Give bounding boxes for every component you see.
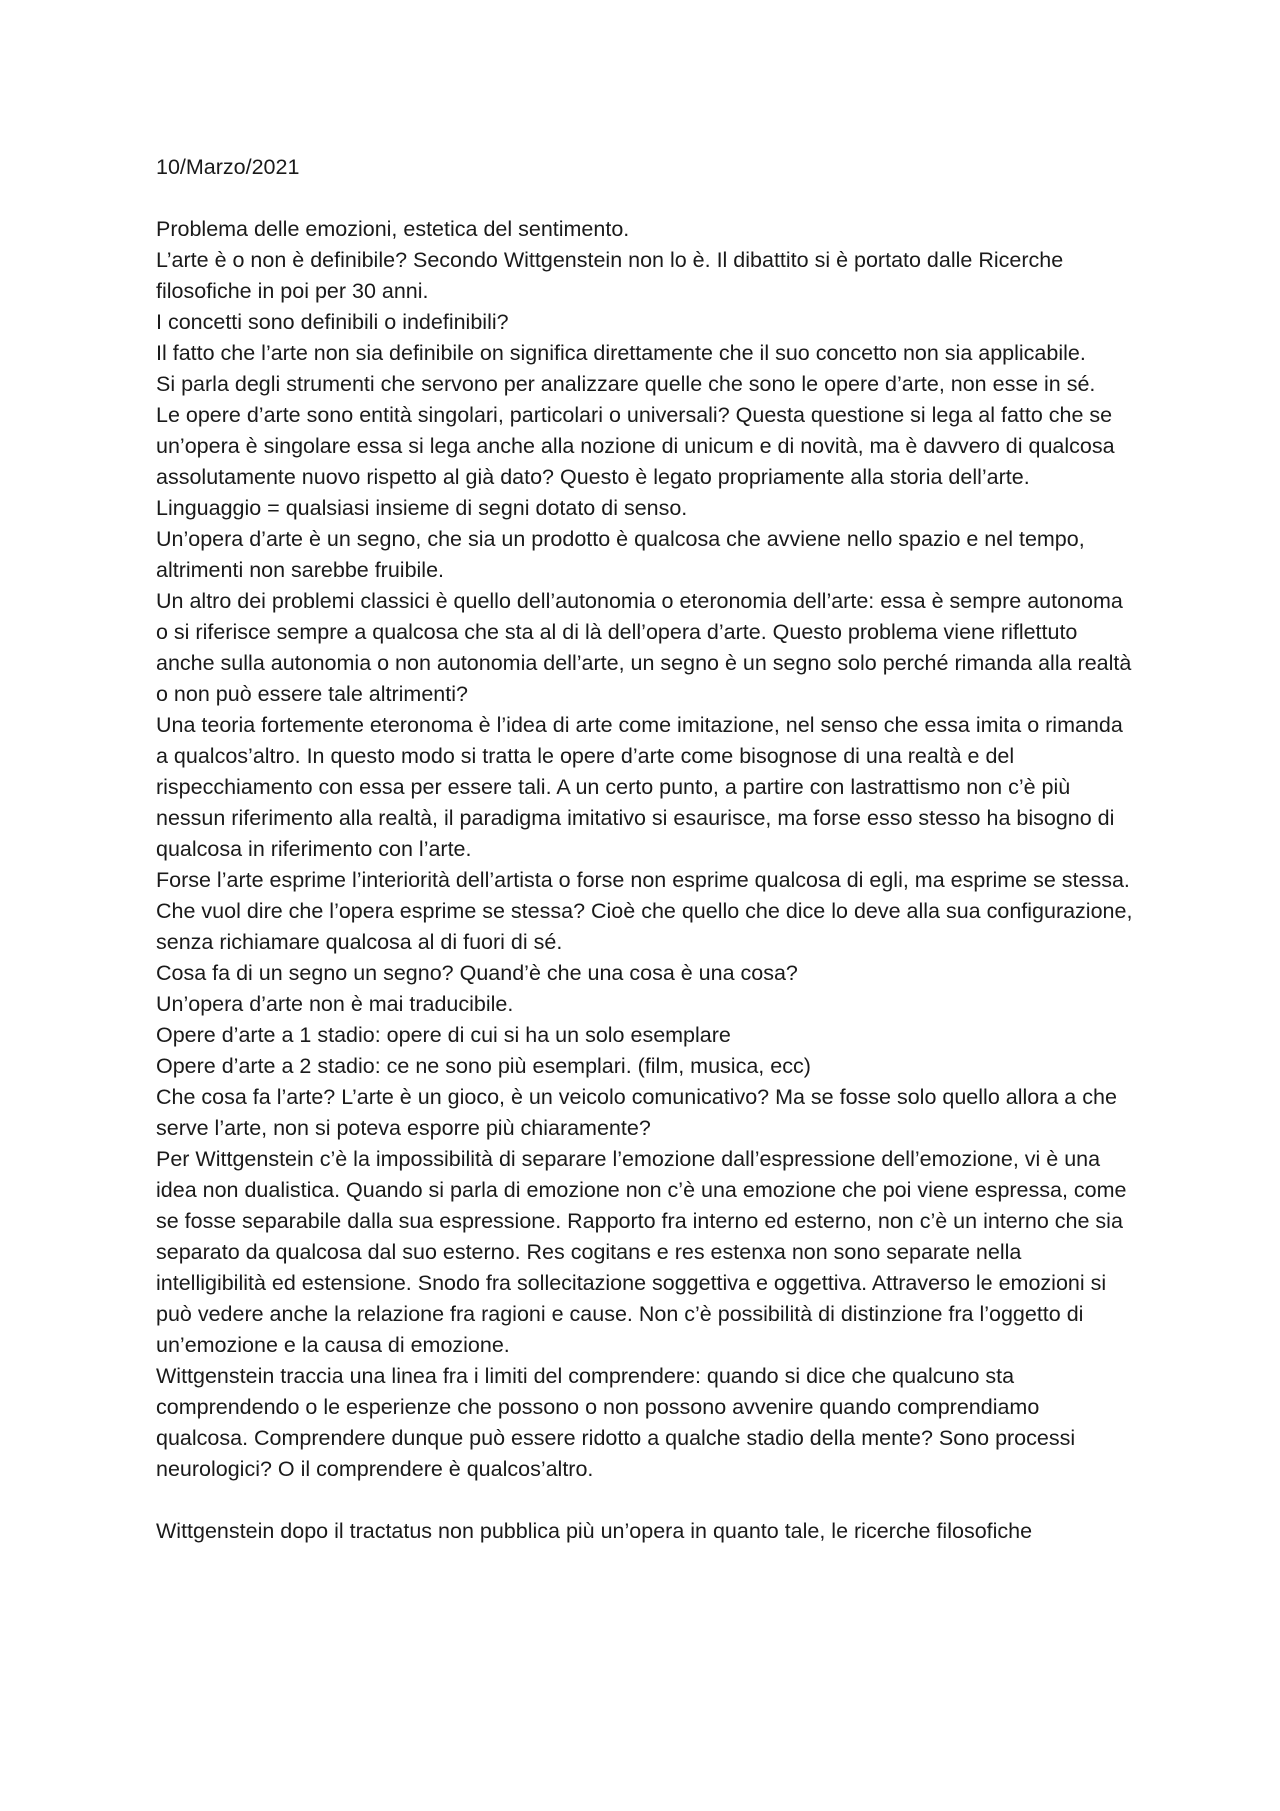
document-body [156, 152, 1136, 1547]
paragraph: Opere d’arte a 2 stadio: ce ne sono più esemplari. (film, musica, ecc) [156, 1054, 811, 1078]
paragraph: Un altro dei problemi classici è quello dell’autonomia o eteronomia dell’arte: essa è sempre autonoma o si riferisce sempre a qualcosa che sta al di là dell’opera d’arte. Questo problema viene riflettuto anche sulla autonomia o non autonomia dell’arte, un segno è un segno solo perché rimanda alla realtà o non può essere tale altrimenti? [156, 589, 1132, 706]
paragraph: Linguaggio = qualsiasi insieme di segni dotato di senso. [156, 496, 688, 520]
paragraph: I concetti sono definibili o indefinibili? [156, 310, 509, 334]
paragraph: Cosa fa di un segno un segno? Quand’è che una cosa è una cosa? [156, 961, 798, 985]
paragraph: Problema delle emozioni, estetica del sentimento. [156, 217, 630, 241]
document-date: 10/Marzo/2021 [156, 155, 300, 179]
paragraph: Wittgenstein traccia una linea fra i limiti del comprendere: quando si dice che qualcuno sta comprendendo o le esperienze che possono o non possono avvenire quando comprendiamo qualcosa. Comprendere dunque può essere ridotto a qualche stadio della mente? Sono processi neurologici? O il comprendere è qualcos’altro. [156, 1364, 1076, 1481]
paragraph: Le opere d’arte sono entità singolari, particolari o universali? Questa questione si lega al fatto che se un’opera è singolare essa si lega anche alla nozione di unicum e di novità, ma è davvero di qualcosa assolutamente nuovo rispetto al già dato? Questo è legato propriamente alla storia dell’arte. [156, 403, 1115, 489]
paragraph: Forse l’arte esprime l’interiorità dell’artista o forse non esprime qualcosa di egli, ma esprime se stessa. Che vuol dire che l’opera esprime se stessa? Cioè che quello che dice lo deve alla sua configurazione, senza richiamare qualcosa al di fuori di sé. [156, 868, 1133, 954]
paragraph: Per Wittgenstein c’è la impossibilità di separare l’emozione dall’espressione dell’emozione, vi è una idea non dualistica. Quando si parla di emozione non c’è una emozione che poi viene espressa, come se fosse separabile dalla sua espressione. Rapporto fra interno ed esterno, non c’è un interno che sia separato da qualcosa dal suo esterno. Res cogitans e res estenxa non sono separate nella intelligibilità ed estensione. Snodo fra sollecitazione soggettiva e oggettiva. Attraverso le emozioni si può vedere anche la relazione fra ragioni e cause. Non c’è possibilità di distinzione fra l’oggetto di un’emozione e la causa di emozione. [156, 1147, 1127, 1357]
paragraph-spacer [156, 1485, 1136, 1516]
paragraph: Un’opera d’arte è un segno, che sia un prodotto è qualcosa che avviene nello spazio e nel tempo, altrimenti non sarebbe fruibile. [156, 527, 1085, 582]
paragraph: Che cosa fa l’arte? L’arte è un gioco, è un veicolo comunicativo? Ma se fosse solo quello allora a che serve l’arte, non si poteva esporre più chiaramente? [156, 1085, 1117, 1140]
final-paragraph: Wittgenstein dopo il tractatus non pubblica più un’opera in quanto tale, le ricerche filosofiche [156, 1519, 1033, 1543]
paragraph: Un’opera d’arte non è mai traducibile. [156, 992, 514, 1016]
paragraph: L’arte è o non è definibile? Secondo Wittgenstein non lo è. Il dibattito si è portato dalle Ricerche filosofiche in poi per 30 anni. [156, 248, 1064, 303]
paragraph: Una teoria fortemente eteronoma è l’idea di arte come imitazione, nel senso che essa imita o rimanda a qualcos’altro. In questo modo si tratta le opere d’arte come bisognose di una realtà e del rispecchiamento con essa per essere tali. A un certo punto, a partire con lastrattismo non c’è più nessun riferimento alla realtà, il paradigma imitativo si esaurisce, ma forse esso stesso ha bisogno di qualcosa in riferimento con l’arte. [156, 713, 1123, 861]
paragraph: Il fatto che l’arte non sia definibile on significa direttamente che il suo concetto non sia applicabile. [156, 341, 1086, 365]
paragraph: Si parla degli strumenti che servono per analizzare quelle che sono le opere d’arte, non esse in sé. [156, 372, 1096, 396]
paragraph: Opere d’arte a 1 stadio: opere di cui si ha un solo esemplare [156, 1023, 731, 1047]
